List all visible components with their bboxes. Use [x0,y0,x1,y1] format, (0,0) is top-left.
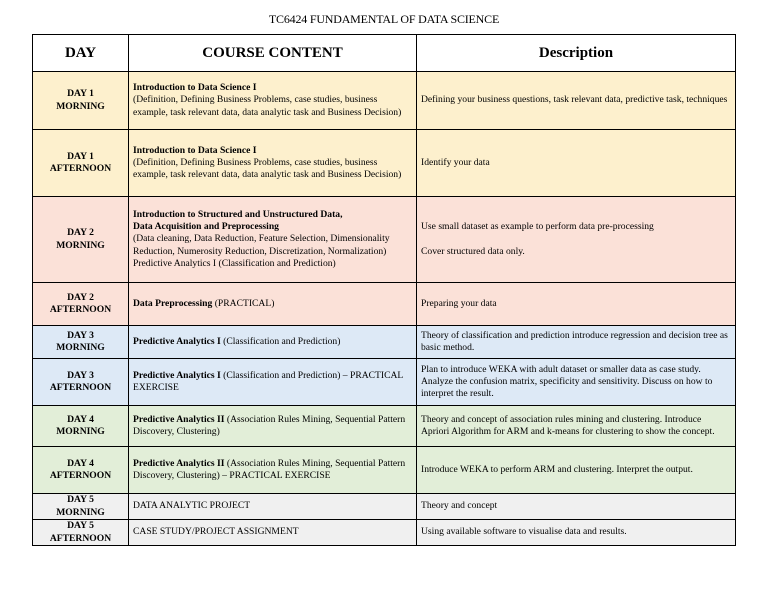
day-number: DAY 3 [67,329,94,341]
day-cell [33,197,129,283]
day-period: MORNING [56,506,105,518]
content-cell [129,447,417,494]
description-cell: Theory and concept of association rules mining and clustering. Introduce Apriori Algorithm for ARM and k-means for clustering to show the concept. [417,406,736,447]
day-number: DAY 2 [67,227,94,239]
day-number: DAY 4 [67,457,94,469]
content-topic: Introduction to Structured and Unstructured Data, [133,208,343,220]
content-topic: Predictive Analytics II [133,457,225,469]
description-cell: Using available software to visualise data and results. [417,520,736,546]
day-period: AFTERNOON [49,304,112,315]
day-number: DAY 1 [67,150,94,162]
day-cell [33,406,129,447]
table-row [33,406,736,447]
content-details: (Association Rules Mining, Sequential Pattern Discovery, Clustering) – PRACTICAL EXERCISE [133,457,406,481]
content-topic: Introduction to Data Science I [133,144,257,156]
table-row [33,72,736,130]
content-cell [129,406,417,447]
header-course-content: COURSE CONTENT [129,35,417,72]
header-description: Description [417,35,736,72]
day-period: AFTERNOON [49,470,112,481]
day-number: DAY 5 [67,520,94,532]
day-period: MORNING [56,426,105,437]
table-row [33,359,736,406]
day-number: DAY 1 [67,88,94,100]
content-cell: DATA ANALYTIC PROJECT [129,494,417,520]
description-cell: Introduce WEKA to perform ARM and clustering. Interpret the output. [417,447,736,494]
content-details: (PRACTICAL) [212,297,275,309]
day-number: DAY 3 [67,369,94,381]
content-topic: Predictive Analytics II [133,413,225,425]
day-period: AFTERNOON [49,163,112,174]
table-row [33,447,736,494]
content-details: (Definition, Defining Business Problems, case studies, business example, task relevant data, data analytic task and Business Decision) [133,156,402,181]
content-details-2: Predictive Analytics I (Classification and Prediction) [133,257,336,269]
description-cell: Plan to introduce WEKA with adult dataset or smaller data as case study. Analyze the confusion matrix, specificity and sensitivity. Discuss on how to interpret the result. [417,359,736,406]
content-cell [129,359,417,406]
content-topic: Predictive Analytics I [133,369,221,381]
description-text-2: Cover structured data only. [421,245,525,257]
table-row [33,326,736,359]
document-title: TC6424 FUNDAMENTAL OF DATA SCIENCE [268,12,500,26]
day-period: MORNING [56,342,105,353]
content-details: (Association Rules Mining, Sequential Pattern Discovery, Clustering) [133,413,406,437]
table-row [33,130,736,197]
day-period: MORNING [56,100,105,112]
description-cell [417,197,736,283]
header-day: DAY [33,35,129,72]
day-cell [33,283,129,326]
day-period: MORNING [56,239,105,251]
table-row [33,197,736,283]
content-cell: CASE STUDY/PROJECT ASSIGNMENT [129,520,417,546]
day-cell [33,520,129,546]
content-topic-2: Data Acquisition and Preprocessing [133,221,279,233]
table-row [33,494,736,520]
content-cell [129,197,417,283]
content-cell [129,283,417,326]
day-cell [33,130,129,197]
day-cell [33,326,129,359]
day-cell [33,72,129,130]
course-schedule-table [32,34,736,546]
content-details: (Classification and Prediction) [220,335,341,347]
table-row [33,283,736,326]
day-cell [33,447,129,494]
description-cell: Preparing your data [417,283,736,326]
day-period: AFTERNOON [49,532,112,544]
day-cell [33,494,129,520]
description-cell: Theory of classification and prediction introduce regression and decision tree as basic method. [417,326,736,359]
content-topic: Data Preprocessing [133,297,213,309]
content-details: (Data cleaning, Data Reduction, Feature Selection, Dimensionality Reduction, Numerosity Reduction, Discretization, Normalization) [133,233,390,257]
content-details: (Definition, Defining Business Problems, case studies, business example, task relevant data, data analytic task and Business Decision) [133,94,402,118]
day-cell [33,359,129,406]
day-number: DAY 2 [67,291,94,303]
table-header-row [33,35,736,72]
description-cell: Theory and concept [417,494,736,520]
table-row [33,520,736,546]
description-cell: Defining your business questions, task relevant data, predictive task, techniques [417,72,736,130]
content-cell [129,130,417,197]
day-period: AFTERNOON [49,382,112,393]
day-number: DAY 4 [67,413,94,425]
content-topic: Introduction to Data Science I [133,82,257,94]
description-text: Use small dataset as example to perform data pre-processing [421,221,654,233]
day-number: DAY 5 [67,494,94,506]
content-details: (Classification and Prediction) – PRACTICAL EXERCISE [133,369,403,393]
description-cell: Identify your data [417,130,736,197]
content-cell [129,72,417,130]
content-topic: Predictive Analytics I [133,335,221,347]
content-cell [129,326,417,359]
